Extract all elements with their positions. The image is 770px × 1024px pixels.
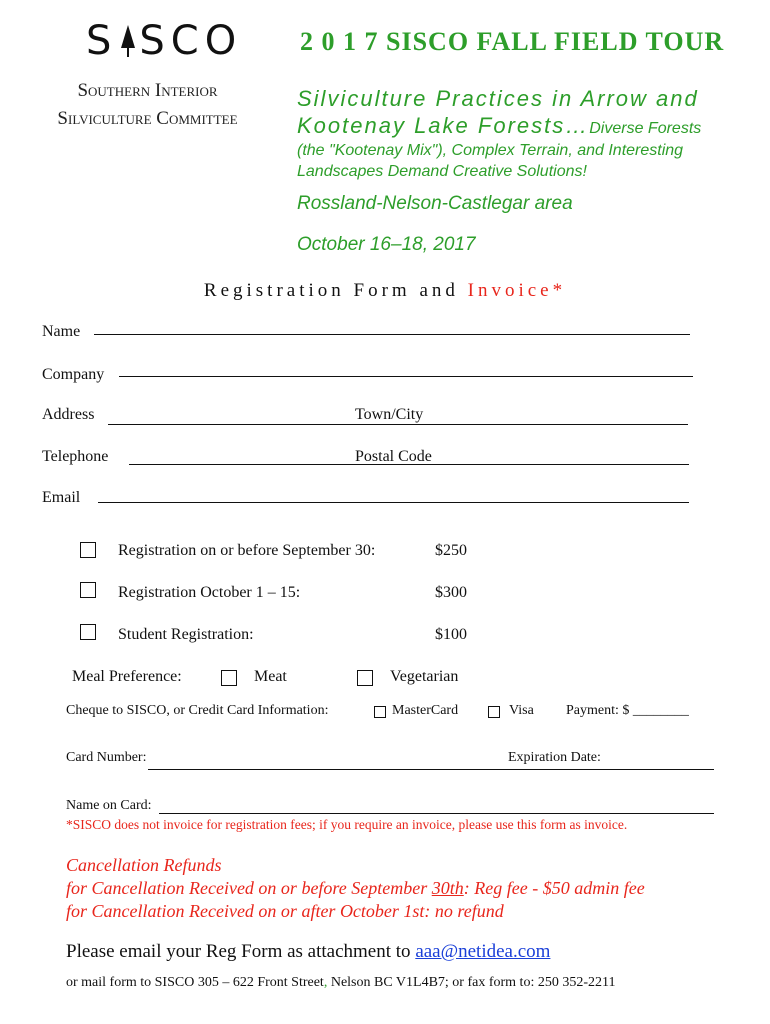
registration-student-checkbox[interactable] [80, 624, 96, 640]
mail-address-a: or mail form to SISCO 305 – 622 Front Street [66, 975, 324, 990]
cancellation-heading: Cancellation Refunds [66, 855, 222, 875]
sisco-logo [86, 18, 242, 64]
email-field[interactable] [98, 502, 689, 503]
meal-vegetarian-checkbox[interactable] [357, 670, 373, 686]
company-field[interactable] [119, 376, 693, 377]
registration-early-label: Registration on or before September 30: [118, 542, 376, 559]
org-name-line2: Silviculture Committee [57, 108, 238, 129]
meal-meat-checkbox[interactable] [221, 670, 237, 686]
logo-text-right: SCO [139, 18, 243, 64]
payment-amount-field[interactable]: Payment: $ ________ [566, 703, 689, 718]
mastercard-label: MasterCard [392, 703, 459, 718]
meal-vegetarian-label: Vegetarian [390, 668, 459, 685]
visa-checkbox[interactable] [488, 706, 500, 718]
telephone-label: Telephone [42, 448, 109, 465]
subtitle-rest: Diverse Forests [589, 120, 702, 137]
mail-instructions [66, 975, 615, 991]
tour-description: (the "Kootenay Mix"), Complex Terrain, and Interesting Landscapes Demand Creative Solutions! [297, 142, 684, 180]
tour-area: Rossland-Nelson-Castlegar area [297, 193, 573, 214]
registration-early-checkbox[interactable] [80, 542, 96, 558]
cancellation-line-1 [66, 878, 746, 899]
postal-code-label: Postal Code [355, 448, 432, 465]
card-number-field[interactable] [148, 769, 714, 770]
company-label: Company [42, 366, 105, 383]
email-instructions [66, 941, 550, 963]
mastercard-checkbox[interactable] [374, 706, 386, 718]
name-label: Name [42, 323, 81, 340]
tree-icon [119, 24, 137, 58]
form-title-invoice: Invoice* [467, 280, 567, 301]
name-field[interactable] [94, 334, 690, 335]
registration-regular-label: Registration October 1 – 15: [118, 584, 301, 601]
registration-student-price: $100 [435, 626, 467, 643]
cancellation-line-2: for Cancellation Received on or after October 1st: no refund [66, 901, 504, 921]
tour-subtitle [297, 85, 737, 142]
visa-label: Visa [509, 703, 534, 718]
email-instructions-text: Please email your Reg Form as attachment to [66, 941, 416, 962]
meal-meat-label: Meat [254, 668, 287, 685]
expiration-date-label: Expiration Date: [508, 750, 601, 765]
name-on-card-field[interactable] [159, 813, 714, 814]
invoice-note: *SISCO does not invoice for registration fees; if you require an invoice, please use this form as invoice. [66, 817, 628, 832]
logo-text-left: S [86, 18, 118, 64]
registration-early-price: $250 [435, 542, 467, 559]
meal-preference-label: Meal Preference: [72, 668, 182, 685]
registration-student-label: Student Registration: [118, 626, 254, 643]
org-name-line1: Southern Interior [77, 80, 218, 101]
mail-comma: , [323, 975, 328, 990]
registration-regular-price: $300 [435, 584, 467, 601]
address-field[interactable] [108, 424, 688, 425]
page-title: 2 0 1 7 SISCO FALL FIELD TOUR [300, 27, 725, 56]
mail-address-c: Nelson BC V1L4B7; or fax form to: 250 352-2211 [327, 975, 616, 990]
email-label: Email [42, 489, 81, 506]
payment-instructions: Cheque to SISCO, or Credit Card Information: [66, 703, 329, 718]
tour-dates: October 16–18, 2017 [297, 234, 476, 255]
email-link[interactable]: aaa@netidea.com [415, 941, 551, 962]
address-label: Address [42, 406, 95, 423]
cancellation-line-1-a: for Cancellation Received on or before September [66, 878, 432, 898]
name-on-card-label: Name on Card: [66, 798, 152, 813]
cancellation-date: 30th [431, 878, 464, 898]
form-title [0, 280, 770, 302]
cancellation-line-1-c: : Reg fee - $50 admin fee [463, 878, 645, 898]
form-title-main: Registration Form and [203, 280, 468, 301]
card-number-label: Card Number: [66, 750, 147, 765]
town-city-label: Town/City [355, 406, 424, 423]
subtitle-main: Silviculture Practices in Arrow and Kootenay Lake Forests… [297, 86, 699, 138]
registration-regular-checkbox[interactable] [80, 582, 96, 598]
